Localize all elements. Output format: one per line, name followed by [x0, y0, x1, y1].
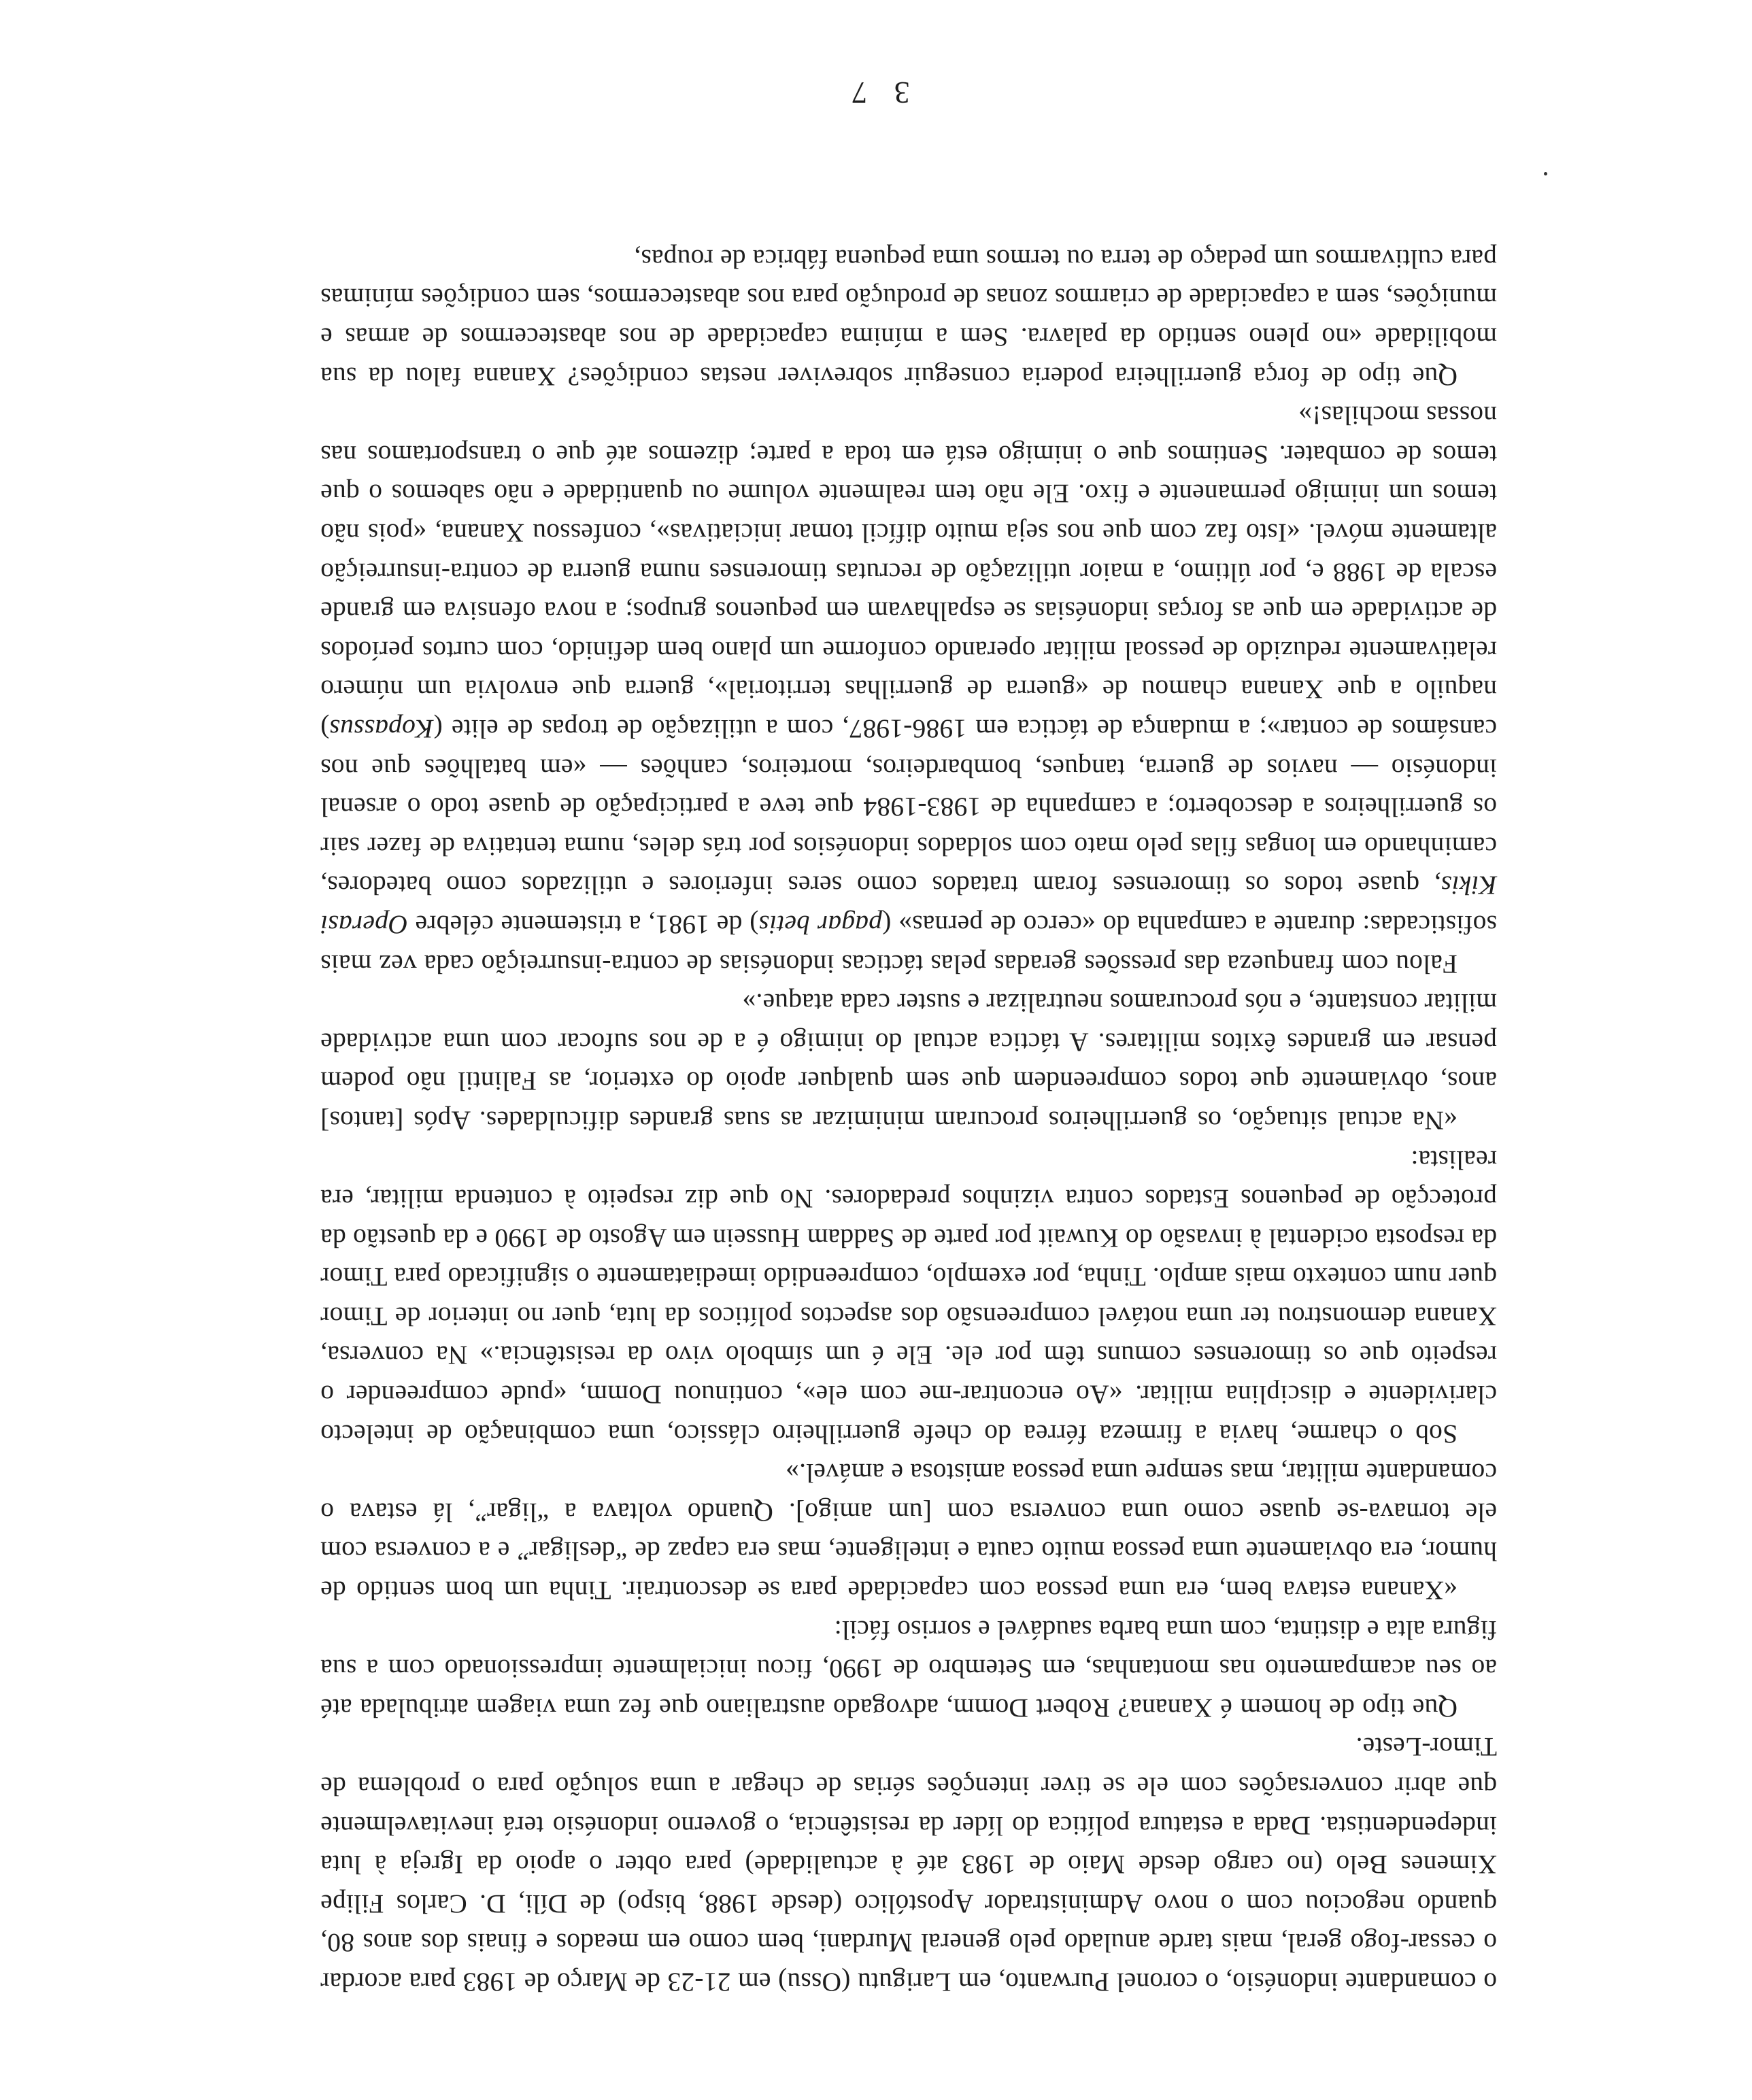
text-run: «Na actual situação, os guerrilheiros procuram minimizar as suas grandes dificuldades. Após [tantos] anos, obviamente que todos compreendem que sem qualquer apoio do exterior, as Falintil não podem pensar em grandes êxitos militares. A táctica actual do inimigo é a de nos sufocar com uma actividade militar constante, e nós procuramos neutralizar e suster cada ataque.» — [320, 988, 1497, 1136]
paragraph — [320, 1140, 1497, 1453]
paragraph — [320, 1610, 1497, 1727]
italic-term: Operasi Kikis — [320, 870, 1497, 940]
scan-speck — [1544, 172, 1547, 175]
italic-term: pagar betis — [758, 909, 882, 940]
text-run: Que tipo de homem é Xanana? Robert Domm, advogado australiano que fez uma viagem atribulada até ao seu acampamento nas montanhas, em Setembro de 1990, ficou inicialmente impressionado com a sua figura alta e distinta, com uma barba saudável e sorriso fácil: — [320, 1614, 1497, 1723]
paragraph — [320, 396, 1497, 983]
text-run: ) naquilo a que Xanana chamou de «guerra de guerrilhas territorial», guerra que envolvia um número relativamente reduzido de pessoal militar operando conforme um plano bem definido, com curtos períodos de actividade em que as forças indonésias se espalhavam em pequenos grupos; a nova ofensiva em grande escala de 1988 e, por último, a maior utilização de recrutas timorenses numa guerra de contra-insurreição altamente móvel. «Isto faz com que nos seja muito difícil tomar iniciativas», confessou Xanana, «pois não temos um inimigo permanente e fixo. Ele não tem realmente volume ou quantidade e não sabemos o que temos de combater. Sentimos que o inimigo está em toda a parte; dizemos até que o transportamos nas nossas mochilas!» — [320, 401, 1497, 744]
italic-term: Kopassus — [329, 714, 434, 744]
page-number: 3 7 — [842, 75, 910, 110]
paragraph — [320, 1453, 1497, 1610]
text-run: Sob o charme, havia a firmeza férrea do chefe guerrilheiro clássico, uma combinação de intelecto clarividente e disciplina militar. «Ao encontrar-me com ele», continuou Domm, «pude compreender o respeito que os timorenses comuns têm por ele. Ele é um símbolo vivo da resistência.» Na conversa, Xanana demonstrou ter uma notável compreensão dos aspectos políticos da luta, quer no interior de Timor quer num contexto mais amplo. Tinha, por exemplo, compreendido imediatamente o significado para Timor da resposta ocidental à invasão do Kuwait por parte de Saddam Hussein em Agosto de 1990 e da questão da protecção de pequenos Estados contra vizinhos predadores. No que diz respeito à contenda militar, era realista: — [320, 1145, 1497, 1449]
text-run: Que tipo de força guerrilheira poderia conseguir sobreviver nestas condições? Xanana falou da sua mobilidade «no pleno sentido da palavra. Sem a mínima capacidade de nos abastecermos de armas e munições, sem a capacidade de criarmos zonas de produção para nos abastecermos, sem condições mínimas para cultivarmos um pedaço de terra ou termos uma pequena fábrica de roupas, — [320, 243, 1497, 392]
paragraph — [320, 1727, 1497, 2001]
body-text — [320, 239, 1497, 2001]
paragraph — [320, 239, 1497, 395]
text-run: o comandante indonésio, o coronel Purwanto, em Larigutu (Ossu) em 21-23 de Março de 1983 para acordar o cessar-fogo geral, mais tarde anulado pelo general Murdani, bem como em meados e finais dos anos 80, quando negociou com o novo Administrador Apostólico (desde 1988, bispo) de Díli, D. Carlos Filipe Ximenes Belo (no cargo desde Maio de 1983 até à actualidade) para obter o apoio da Igreja à luta independentista. Dada a estatura política do líder da resistência, o governo indonésio terá inevitavelmente que abrir conversações com ele se tiver intenções sérias de chegar a uma solução para o problema de Timor-Leste. — [320, 1732, 1497, 1997]
text-run: , quase todos os timorenses foram tratados como seres inferiores e utilizados como batedores, caminhando em longas filas pelo mato com soldados indonésios por trás deles, numa tentativa de fazer sair os guerrilheiros a descoberto; a campanha de 1983-1984 que teve a participação de quase todo o arsenal indonésio — navios de guerra, tanques, bombardeiros, morteiros, canhões — «em batalhões que nos cansámos de contar»; a mudança de táctica em 1986-1987, com a utilização de tropas de elite ( — [320, 714, 1497, 901]
text-run: Falou com franqueza das pressões geradas pelas tácticas indonésias de contra-insurreição cada vez mais sofisticadas: durante a campanha do «cerco de pernas» ( — [320, 909, 1497, 979]
paragraph — [320, 983, 1497, 1140]
text-run: «Xanana estava bem, era uma pessoa com capacidade para se descontrair. Tinha um bom sentido de humor, era obviamente uma pessoa muito cauta e inteligente, mas era capaz de “desligar” e a conversa com ele tornava-se quase como uma conversa com [um amigo]. Quando voltava a “ligar”, lá estava o comandante militar, mas sempre uma pessoa amistosa e amável.» — [320, 1458, 1497, 1606]
text-run: ) de 1981, a tristemente célebre — [407, 909, 759, 940]
